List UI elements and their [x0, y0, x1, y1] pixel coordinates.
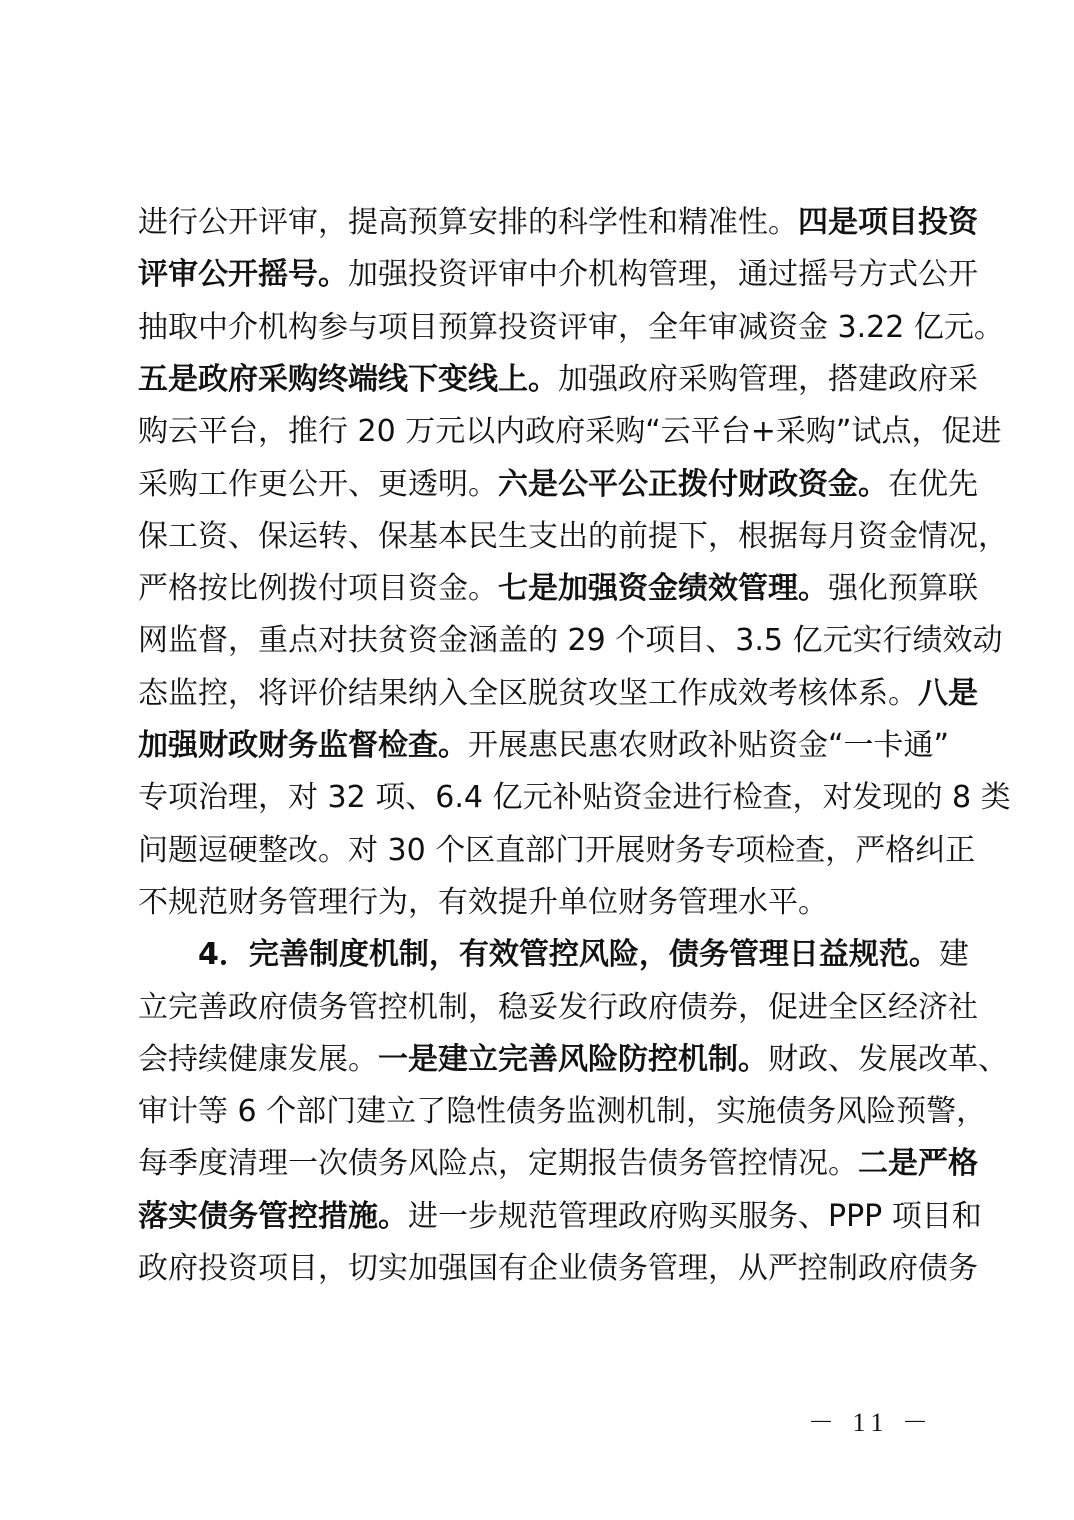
text-line	[138, 308, 1004, 348]
body-text-span: 专项治理，对 32 项、6.4 亿元补贴资金进行检查，对发现的 8 类	[138, 780, 1011, 816]
text-line	[138, 255, 978, 295]
body-text-span: 网监督，重点对扶贫资金涵盖的 29 个项目、3.5 亿元实行绩效动	[138, 623, 1003, 659]
body-text-span: 立完善政府债务管控机制，稳妥发行政府债券，促进全区经济社	[138, 989, 978, 1025]
body-text-span: 加强投资评审中介机构管理，通过摇号方式公开	[348, 257, 978, 293]
text-line	[138, 831, 976, 871]
body-text-span: 政府投资项目，切实加强国有企业债务管理，从严控制政府债务	[138, 1251, 978, 1286]
text-line	[138, 360, 978, 400]
text-line	[138, 203, 978, 243]
body-text-span: 开展惠民惠农财政补贴资金“一卡通”	[468, 728, 950, 763]
body-text-span: 建	[938, 937, 969, 973]
bold-heading-text: 落实债务管控措施。	[138, 1198, 408, 1234]
text-line	[138, 1249, 978, 1289]
body-text-span: 每季度清理一次债务风险点，定期报告债务管控情况。	[138, 1146, 858, 1182]
text-line	[138, 1197, 982, 1237]
bold-heading-text: 二是严格	[858, 1146, 978, 1182]
body-text-span: 强化预算联	[828, 571, 978, 607]
bold-heading-text: 加强财政财务监督检查。	[138, 728, 468, 763]
text-line	[138, 726, 950, 766]
page-number: － 11 －	[807, 1408, 934, 1437]
text-line	[138, 988, 978, 1028]
text-line	[138, 1092, 987, 1132]
body-text-span: 审计等 6 个部门建立了隐性债务监测机制，实施债务风险预警，	[138, 1094, 987, 1130]
bold-heading-text: 评审公开摇号。	[138, 257, 348, 293]
body-text-span: 进一步规范管理政府购买服务、PPP 项目和	[408, 1198, 982, 1234]
text-line	[138, 569, 978, 609]
text-line	[138, 517, 1008, 557]
body-text-span: 加强政府采购管理，搭建政府采	[558, 361, 978, 397]
body-text-span: 保工资、保运转、保基本民生支出的前提下，根据每月资金情况，	[138, 518, 1008, 554]
text-line	[138, 674, 978, 714]
bold-heading-text: 八是	[918, 675, 978, 711]
body-text-span: 在优先	[888, 466, 978, 502]
text-line	[138, 1040, 1008, 1080]
text-line	[138, 1144, 978, 1184]
body-text-span: 进行公开评审，提高预算安排的科学性和精准性。	[138, 205, 798, 240]
body-text-span: 问题逗硬整改。对 30 个区直部门开展财务专项检查，严格纠正	[138, 832, 976, 868]
bold-heading-text: 六是公平公正拨付财政资金。	[498, 466, 888, 502]
bold-heading-text: 五是政府采购终端线下变线上。	[138, 361, 558, 397]
body-text-span: 严格按比例拨付项目资金。	[138, 571, 498, 607]
bold-heading-text: 七是加强资金绩效管理。	[498, 571, 828, 607]
bold-heading-text: 四是项目投资	[798, 205, 978, 240]
body-text-span: 会持续健康发展。	[138, 1041, 378, 1077]
body-text-span: 抽取中介机构参与项目预算投资评审，全年审减资金 3.22 亿元。	[138, 309, 1004, 345]
body-text-span: 采购工作更公开、更透明。	[138, 466, 498, 502]
text-line	[138, 465, 978, 505]
body-text-span: 购云平台，推行 20 万元以内政府采购“云平台+采购”试点，促进	[138, 414, 1002, 450]
body-text-span: 不规范财务管理行为，有效提升单位财务管理水平。	[138, 884, 828, 920]
bold-heading-text: 一是建立完善风险防控机制。	[378, 1041, 768, 1077]
text-line	[138, 621, 1003, 661]
body-text-span: 财政、发展改革、	[768, 1041, 1008, 1077]
text-line	[138, 412, 1002, 452]
text-line	[138, 778, 1011, 818]
text-line	[198, 935, 969, 975]
text-line	[138, 883, 938, 923]
body-text-span: 态监控，将评价结果纳入全区脱贫攻坚工作成效考核体系。	[138, 675, 918, 711]
bold-heading-text: 4．完善制度机制，有效管控风险，债务管理日益规范。	[198, 937, 939, 973]
